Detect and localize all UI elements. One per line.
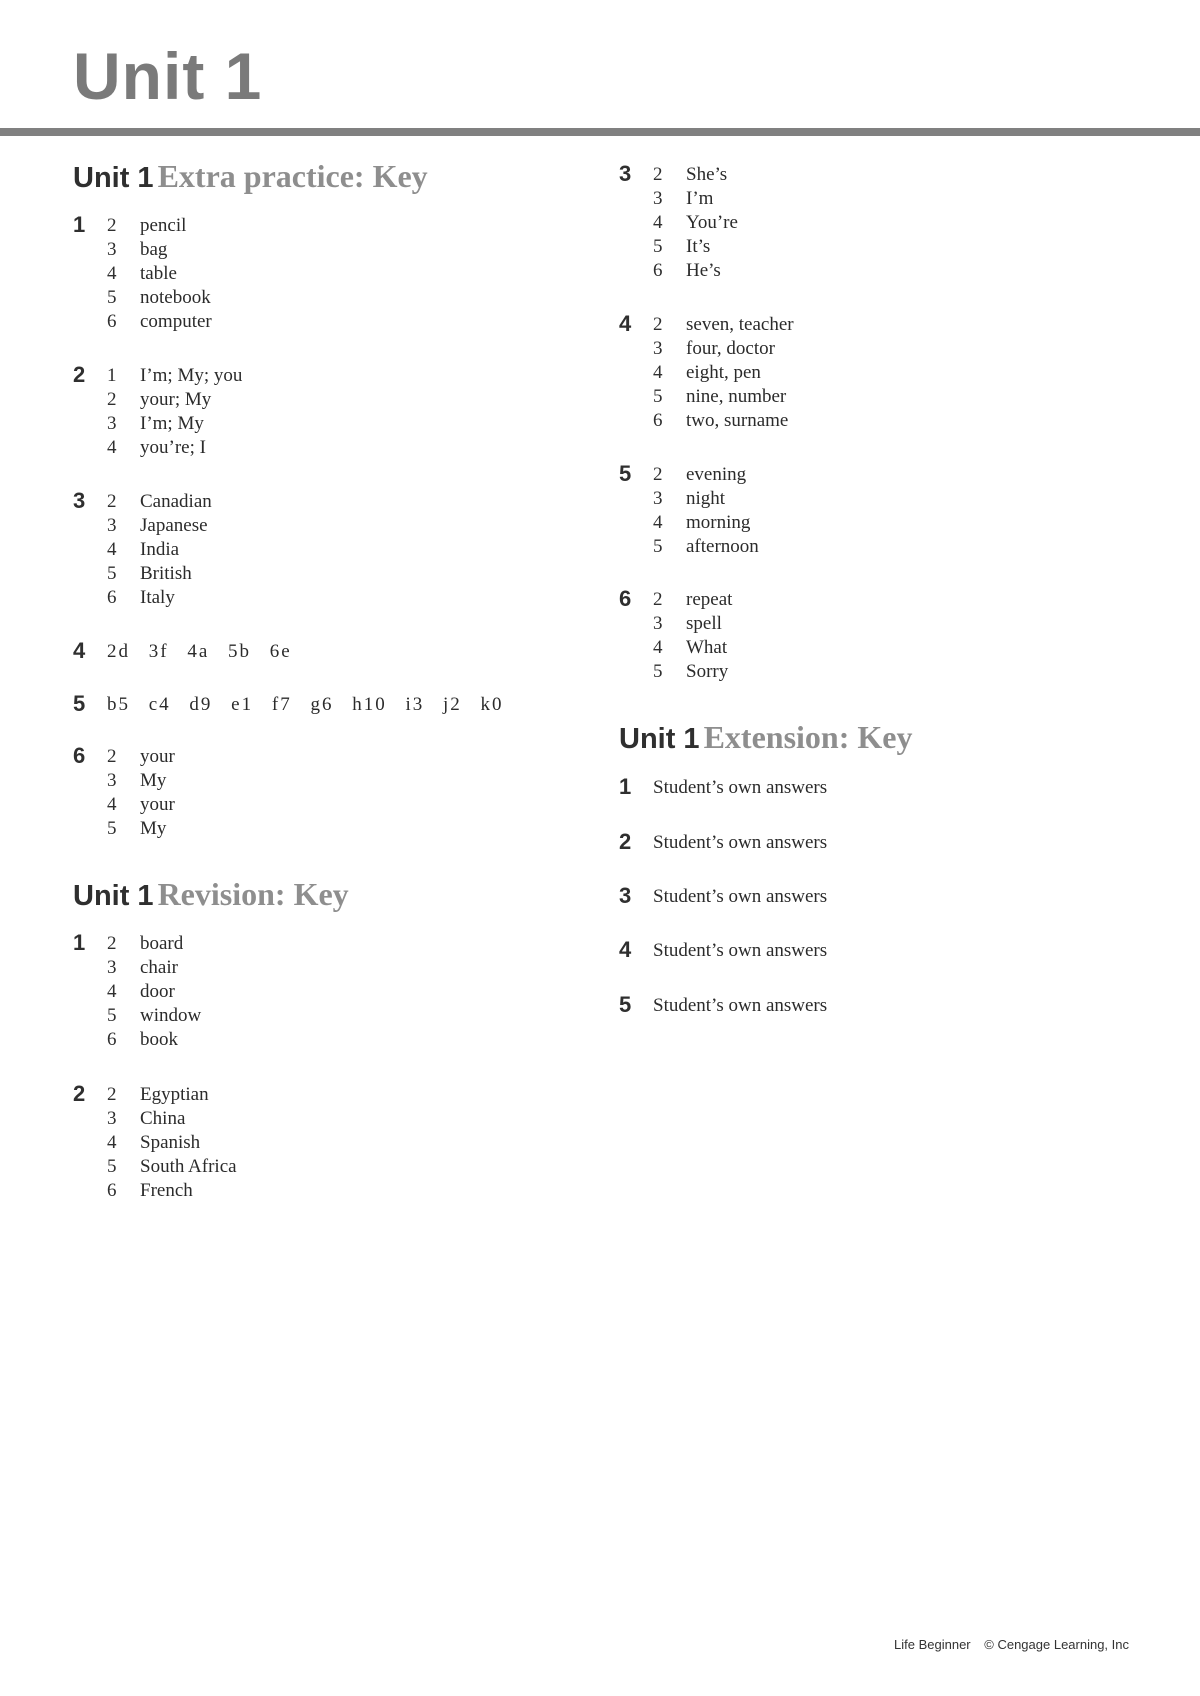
answer-item	[73, 214, 593, 238]
answer-item	[619, 211, 1139, 235]
extension-heading	[619, 719, 912, 756]
answer-text: four, doctor	[686, 338, 775, 359]
answer-text: repeat	[686, 589, 733, 610]
answer-number: 3	[107, 515, 117, 536]
answer-text: What	[686, 637, 728, 658]
exercise	[73, 364, 593, 460]
answer-number: 3	[653, 188, 663, 209]
answer-item	[73, 310, 593, 334]
answer-number: 6	[107, 587, 117, 608]
answer-number: 6	[107, 1180, 117, 1201]
answer-item	[73, 980, 593, 1004]
answer-number: 5	[107, 1005, 117, 1026]
answer-number: 6	[653, 410, 663, 431]
exercise	[619, 163, 1139, 283]
answer-item	[73, 1028, 593, 1052]
answer-number: 6	[107, 311, 117, 332]
answer-item	[73, 1004, 593, 1028]
page-footer	[884, 1637, 1129, 1652]
answer-text: spell	[686, 613, 722, 634]
answer-item	[619, 487, 1139, 511]
answer-number: 3	[107, 239, 117, 260]
answer-item	[619, 636, 1139, 660]
answer-number: 5	[653, 661, 663, 682]
answer-number: 3	[653, 613, 663, 634]
answer-text: pencil	[140, 215, 187, 236]
answer-text: your	[140, 746, 175, 767]
answer-item	[73, 436, 593, 460]
exercise-number: 5	[73, 691, 86, 716]
answer-number: 3	[107, 957, 117, 978]
answer-text: Spanish	[140, 1132, 201, 1153]
heading-unit: Unit 1	[73, 162, 154, 194]
answer-text: nine, number	[686, 386, 787, 407]
answer-item	[619, 163, 1139, 187]
answer-number: 4	[653, 512, 663, 533]
answer-number: 4	[107, 794, 117, 815]
answer-number: 5	[653, 536, 663, 557]
answer-number: 3	[107, 1108, 117, 1129]
answer-item	[619, 235, 1139, 259]
answer-text: Italy	[140, 587, 175, 608]
answer-text: two, surname	[686, 410, 789, 431]
answer-text: window	[140, 1005, 202, 1026]
answer-number: 1	[107, 365, 117, 386]
answer-item	[73, 1155, 593, 1179]
exercise-number: 4	[73, 638, 86, 663]
answer-item	[73, 1107, 593, 1131]
answer-text: board	[140, 933, 184, 954]
footer-copyright: © Cengage Learning, Inc	[984, 1637, 1129, 1652]
answer-number: 4	[107, 263, 117, 284]
answer-text: bag	[140, 239, 168, 260]
exercise-number: 6	[73, 743, 86, 768]
answer-text: your	[140, 794, 175, 815]
answer-item	[73, 817, 593, 841]
exercise	[619, 588, 1139, 684]
answer-text: chair	[140, 957, 178, 978]
answer-text: evening	[686, 464, 747, 485]
answer-text: I’m; My	[140, 413, 204, 434]
heading-unit: Unit 1	[73, 880, 154, 912]
answer-number: 4	[107, 981, 117, 1002]
answer-item	[73, 286, 593, 310]
answer-text: My	[140, 818, 167, 839]
answer-text: Student’s own answers	[653, 940, 828, 961]
answer-number: 2	[107, 933, 117, 954]
answer-text: French	[140, 1180, 193, 1201]
answer-number: 3	[653, 488, 663, 509]
answer-text: night	[686, 488, 726, 509]
answer-text: afternoon	[686, 536, 759, 557]
answer-text: notebook	[140, 287, 211, 308]
answer-number: 6	[107, 1029, 117, 1050]
answer-text: You’re	[686, 212, 738, 233]
answer-item	[619, 660, 1139, 684]
exercise	[73, 1083, 593, 1203]
exercise-number: 4	[619, 311, 632, 336]
answer-text: Student’s own answers	[653, 995, 828, 1016]
answer-item	[73, 1131, 593, 1155]
answer-number: 2	[653, 164, 663, 185]
answer-item	[73, 793, 593, 817]
answer-number: 4	[653, 362, 663, 383]
answer-number: 2	[107, 1084, 117, 1105]
footer-book-title: Life Beginner	[894, 1637, 971, 1652]
answer-item	[619, 588, 1139, 612]
answer-text: China	[140, 1108, 186, 1129]
answer-text: My	[140, 770, 167, 791]
answer-item	[73, 538, 593, 562]
heading-title: Extension: Key	[703, 719, 913, 755]
answer-text: morning	[686, 512, 751, 533]
answer-text: Egyptian	[140, 1084, 209, 1105]
exercise-number: 2	[73, 362, 86, 387]
answer-number: 4	[653, 212, 663, 233]
answer-text: table	[140, 263, 177, 284]
answer-item	[73, 769, 593, 793]
answer-item	[73, 262, 593, 286]
answer-item	[619, 361, 1139, 385]
answer-number: 2	[653, 314, 663, 335]
heading-unit: Unit 1	[619, 723, 700, 755]
exercise-number: 2	[619, 829, 632, 854]
answer-number: 5	[653, 236, 663, 257]
answer-item	[619, 313, 1139, 337]
answer-item	[73, 1083, 593, 1107]
answer-number: 4	[653, 637, 663, 658]
answer-number: 2	[107, 389, 117, 410]
answer-text: Sorry	[686, 661, 729, 682]
answer-text: Student’s own answers	[653, 832, 828, 853]
inline-answers: b5 c4 d9 e1 f7 g6 h10 i3 j2 k0	[107, 694, 504, 715]
answer-item	[73, 1179, 593, 1203]
heading-title: Extra practice: Key	[157, 158, 428, 194]
exercise-number: 3	[619, 161, 632, 186]
exercise-number: 1	[73, 930, 86, 955]
answer-text: your; My	[140, 389, 212, 410]
extra-practice-heading	[73, 158, 428, 195]
answer-text: Student’s own answers	[653, 777, 828, 798]
exercise-number: 5	[619, 461, 632, 486]
answer-text: computer	[140, 311, 212, 332]
answer-number: 5	[107, 287, 117, 308]
answer-number: 5	[653, 386, 663, 407]
revision-heading	[73, 876, 349, 913]
answer-item	[73, 586, 593, 610]
answer-number: 5	[107, 1156, 117, 1177]
answer-number: 2	[653, 589, 663, 610]
answer-item	[73, 412, 593, 436]
answer-text: book	[140, 1029, 178, 1050]
answer-text: Japanese	[140, 515, 208, 536]
exercise	[73, 745, 593, 841]
answer-text: eight, pen	[686, 362, 761, 383]
answer-text: you’re; I	[140, 437, 206, 458]
exercise	[73, 214, 593, 334]
answer-item	[73, 514, 593, 538]
answer-number: 3	[107, 413, 117, 434]
answer-number: 2	[107, 215, 117, 236]
exercise	[73, 932, 593, 1052]
answer-number: 4	[107, 539, 117, 560]
answer-item	[73, 388, 593, 412]
answer-text: She’s	[686, 164, 728, 185]
answer-text: I’m; My; you	[140, 365, 243, 386]
answer-text: India	[140, 539, 180, 560]
answer-item	[619, 259, 1139, 283]
header-rule	[0, 128, 1200, 136]
exercise-number: 4	[619, 937, 632, 962]
exercise-number: 5	[619, 992, 632, 1017]
exercise-number: 2	[73, 1081, 86, 1106]
answer-number: 2	[107, 746, 117, 767]
answer-number: 4	[107, 437, 117, 458]
answer-number: 5	[107, 818, 117, 839]
exercise-number: 3	[619, 883, 632, 908]
answer-number: 3	[653, 338, 663, 359]
exercise	[619, 463, 1139, 559]
inline-answers: 2d 3f 4a 5b 6e	[107, 641, 292, 662]
answer-item	[73, 956, 593, 980]
answer-item	[619, 187, 1139, 211]
answer-item	[619, 535, 1139, 559]
answer-item	[619, 463, 1139, 487]
heading-title: Revision: Key	[157, 876, 349, 912]
exercise-number: 1	[73, 212, 86, 237]
answer-number: 2	[107, 491, 117, 512]
answer-item	[619, 409, 1139, 433]
answer-item	[619, 612, 1139, 636]
answer-text: Student’s own answers	[653, 886, 828, 907]
exercise-number: 1	[619, 774, 632, 799]
exercise	[73, 490, 593, 610]
page-title: Unit 1	[73, 39, 263, 113]
answer-number: 6	[653, 260, 663, 281]
answer-text: He’s	[686, 260, 721, 281]
answer-text: door	[140, 981, 175, 1002]
answer-number: 2	[653, 464, 663, 485]
exercise-number: 3	[73, 488, 86, 513]
answer-number: 3	[107, 770, 117, 791]
answer-item	[73, 490, 593, 514]
answer-item	[73, 364, 593, 388]
answer-item	[73, 745, 593, 769]
exercise-number: 6	[619, 586, 632, 611]
exercise	[619, 313, 1139, 433]
answer-text: British	[140, 563, 192, 584]
answer-item	[619, 385, 1139, 409]
answer-text: I’m	[686, 188, 714, 209]
answer-text: Canadian	[140, 491, 212, 512]
answer-item	[73, 932, 593, 956]
answer-text: South Africa	[140, 1156, 237, 1177]
answer-item	[73, 562, 593, 586]
answer-number: 5	[107, 563, 117, 584]
answer-item	[73, 238, 593, 262]
answer-item	[619, 511, 1139, 535]
answer-text: It’s	[686, 236, 711, 257]
answer-number: 4	[107, 1132, 117, 1153]
answer-text: seven, teacher	[686, 314, 794, 335]
answer-item	[619, 337, 1139, 361]
